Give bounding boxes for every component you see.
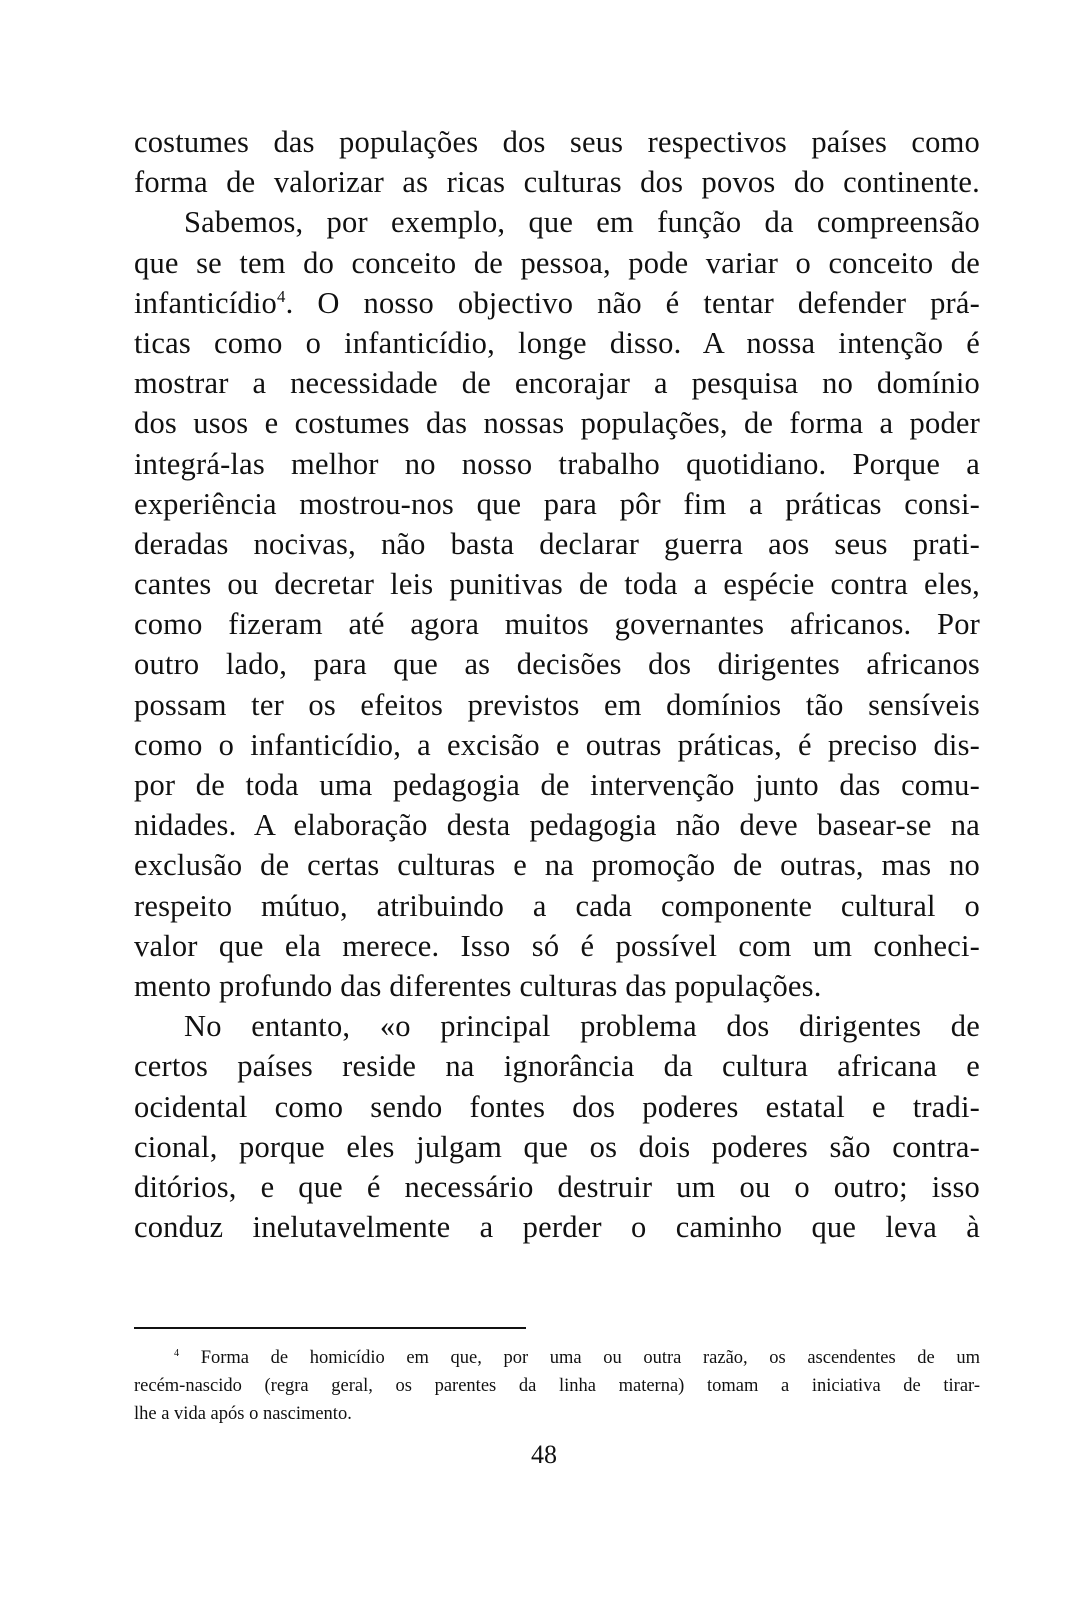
text-line: ditórios, e que é necessário destruir um ou o outro; isso	[134, 1169, 980, 1204]
footnote-line: recém-nascido (regra geral, os parentes da linha materna) tomam a iniciativa de tirar-	[134, 1376, 980, 1396]
text-line: possam ter os efeitos previstos em domínios tão sensíveis	[134, 687, 980, 722]
text-line: outro lado, para que as decisões dos dirigentes africanos	[134, 647, 980, 682]
text-line: nidades. A elaboração desta pedagogia não deve basear-se na	[134, 808, 980, 843]
footnote	[134, 1344, 980, 1428]
text-line-with-footnote-ref	[134, 283, 980, 323]
text-line: mostrar a necessidade de encorajar a pesquisa no domínio	[134, 366, 980, 401]
text-line: dos usos e costumes das nossas populações, de forma a poder	[134, 406, 980, 441]
page-number: 48	[531, 1440, 557, 1469]
text-line: ticas como o infanticídio, longe disso. A nossa intenção é	[134, 325, 980, 360]
text-fragment: . O nosso objectivo não é tentar defender prá-	[285, 285, 980, 320]
text-line: valor que ela merece. Isso só é possível com um conheci-	[134, 928, 980, 963]
text-fragment: infanticídio	[134, 285, 278, 320]
text-line: integrá-las melhor no nosso trabalho quotidiano. Porque a	[134, 446, 980, 481]
text-line: costumes das populações dos seus respectivos países como	[134, 125, 980, 159]
footnote-reference: 4	[277, 286, 286, 306]
footnote-marker: 4	[174, 1347, 180, 1359]
text-line: conduz inelutavelmente a perder o caminho que leva à	[134, 1210, 980, 1245]
footnote-text: Forma de homicídio em que, por uma ou outra razão, os ascendentes de um	[200, 1348, 981, 1368]
text-line: respeito mútuo, atribuindo a cada componente cultural o	[134, 888, 980, 923]
text-line: cantes ou decretar leis punitivas de toda a espécie contra eles,	[134, 567, 980, 602]
footnote-divider	[134, 1327, 526, 1329]
text-line: mento profundo das diferentes culturas das populações.	[134, 968, 822, 1003]
text-line: como fizeram até agora muitos governantes africanos. Por	[134, 607, 980, 642]
text-line: ocidental como sendo fontes dos poderes estatal e tradi-	[134, 1089, 980, 1124]
text-line: por de toda uma pedagogia de intervenção junto das comu-	[134, 768, 980, 802]
text-line: experiência mostrou-nos que para pôr fim a práticas consi-	[134, 486, 980, 521]
text-line: No entanto, «o principal problema dos dirigentes de	[184, 1009, 980, 1044]
body-text	[134, 122, 980, 1247]
text-line: deradas nocivas, não basta declarar guerra aos seus prati-	[134, 526, 980, 561]
footnote-line: lhe a vida após o nascimento.	[134, 1404, 352, 1424]
footnote-line	[134, 1344, 980, 1372]
text-line: Sabemos, por exemplo, que em função da compreensão	[184, 205, 980, 240]
text-line: cional, porque eles julgam que os dois poderes são contra-	[134, 1129, 980, 1164]
text-line: que se tem do conceito de pessoa, pode variar o conceito de	[134, 245, 980, 280]
text-line: como o infanticídio, a excisão e outras práticas, é preciso dis-	[134, 727, 980, 762]
text-line: certos países reside na ignorância da cultura africana e	[134, 1049, 980, 1084]
text-line: exclusão de certas culturas e na promoção de outras, mas no	[134, 848, 980, 883]
text-line: forma de valorizar as ricas culturas dos povos do continente.	[134, 165, 980, 200]
